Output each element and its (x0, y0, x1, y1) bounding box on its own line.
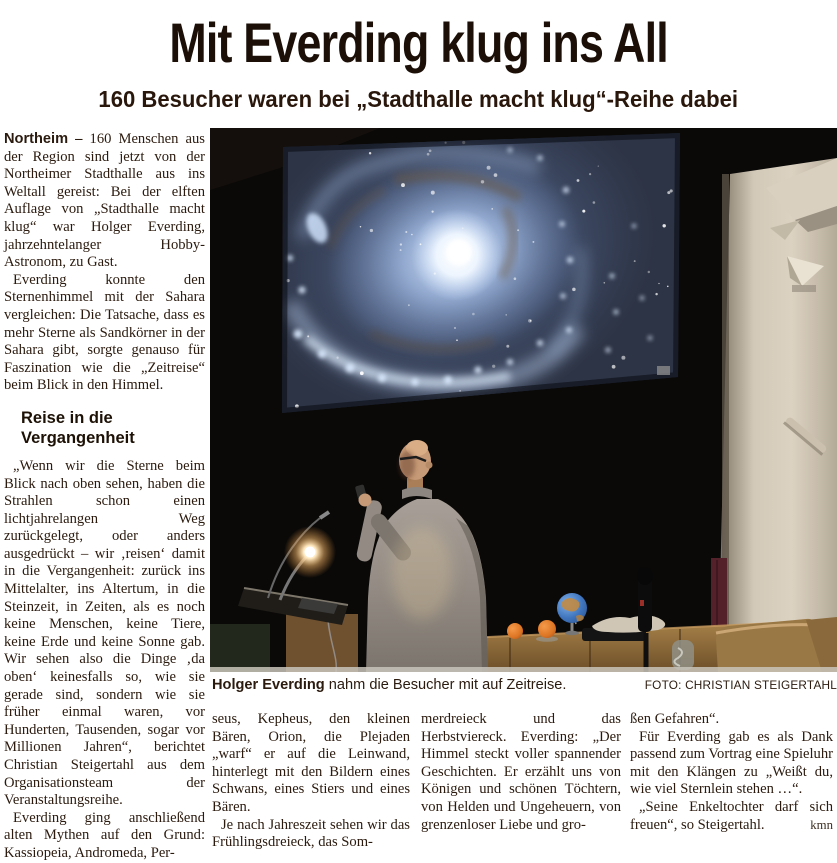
paragraph: Everding ging anschließend alten Mythen auf den Grund: Kassiopeia, Andromeda, Per- (4, 809, 205, 861)
subheadline (0, 84, 837, 114)
caption-text (212, 677, 566, 693)
lecture-photo (210, 128, 837, 672)
paragraph: Everding konnte den Sternenhimmel mit der Sahara vergleichen: Die Tatsache, dass es mehr Sterne als Sandkörner in der Sahara gibt, sorgte genauso für Faszination wie die „Zeitreise“ beim Blick in den Himmel. (4, 271, 205, 394)
headline-text: Mit Everding klug ins All (169, 11, 668, 74)
section-subhead: Reise in die Vergangenheit (21, 408, 135, 448)
author-initials: kmn (810, 817, 833, 832)
caption-subject: Holger Everding (212, 677, 325, 693)
bottom-column-1 (212, 711, 410, 852)
paragraph: ßen Gefahren“. (630, 711, 720, 727)
stage-edge-strip (210, 667, 837, 672)
paragraph: merdreieck und das Herbstviereck. Everding: „Der Himmel steckt voller spannender Geschichten. Er erzählt uns von Königen und schönen Töchtern, von Helden und Ungeheuern, von grenzenloser Liebe und gro- (421, 711, 621, 833)
photo-credit: FOTO: CHRISTIAN STEIGERTAHL (644, 678, 837, 692)
page-title (0, 11, 837, 74)
lecture-photo-graphic (210, 128, 837, 672)
orange-fruit (507, 623, 523, 639)
bottom-column-3 (630, 711, 833, 834)
dateline-location: Northeim (4, 131, 69, 147)
reading-light (305, 547, 316, 558)
paragraph: Für Everding gab es als Dank passend zum Vortrag eine Spieluhr mit den Klängen zu „Weißt du, wie viel Sternlein stehen …“. (630, 728, 833, 798)
orange-fruit (538, 620, 556, 638)
dateline-dash: – (75, 131, 83, 147)
screen-bracket (657, 366, 670, 375)
paragraph (630, 799, 833, 834)
paragraph-text: 160 Menschen aus der Region sind jetzt von der Northeimer Stadthalle aus ins Weltall gereist: Bei der elften Auflage von „Stadthalle macht klug“ war Holger Everding, jahrzehntelanger Hobby-Astronom, zu Gast. (4, 131, 205, 271)
article-left-column (4, 131, 205, 863)
caption-rest: nahm die Besucher mit auf Zeitreise. (328, 677, 567, 693)
glass-bottle (672, 640, 694, 670)
pillar (718, 158, 837, 672)
paragraph-text: „Seine Enkeltochter darf sich freuen“, so Steigertahl. (630, 798, 833, 833)
photo-caption (212, 677, 837, 693)
paragraph (4, 131, 205, 272)
subheadline-text: 160 Besucher waren bei „Stadthalle macht klug“-Reihe dabei (98, 86, 739, 112)
lectern-base (286, 614, 358, 672)
bottom-column-2 (421, 711, 621, 834)
paragraph: „Wenn wir die Sterne beim Blick nach oben sehen, haben die Strahlen schon einen lichtjahrelangen Weg zurückgelegt, oder anders ausgedrückt – wir ‚reisen‘ damit in die Vergangenheit: zurück ins Mittelalter, ins Altertum, in die Steinzeit, in Zeiten, als es noch keine Menschen, keine Tiere, keine Erde und keine Sonne gab. Wir sehen also die Dinge ‚da oben‘ keinesfalls so, wie sie gerade sind, sondern wie sie früher einmal waren, vor Hunderten, Tausenden, sogar vor Millionen Jahren“, berichtet Christian Steigertahl aus dem Organisationsteam der Veranstaltungsreihe. (4, 457, 205, 809)
hand (359, 494, 372, 507)
paragraph: seus, Kepheus, den kleinen Bären, Orion, die Plejaden „warf“ er auf die Leinwand, hinterlegt mit den Bildern eines Schwans, eines Stiers und eines Bären. (212, 711, 410, 815)
paragraph: Je nach Jahreszeit sehen wir das Frühlingsdreieck, das Som- (212, 816, 410, 851)
ear (426, 462, 433, 469)
